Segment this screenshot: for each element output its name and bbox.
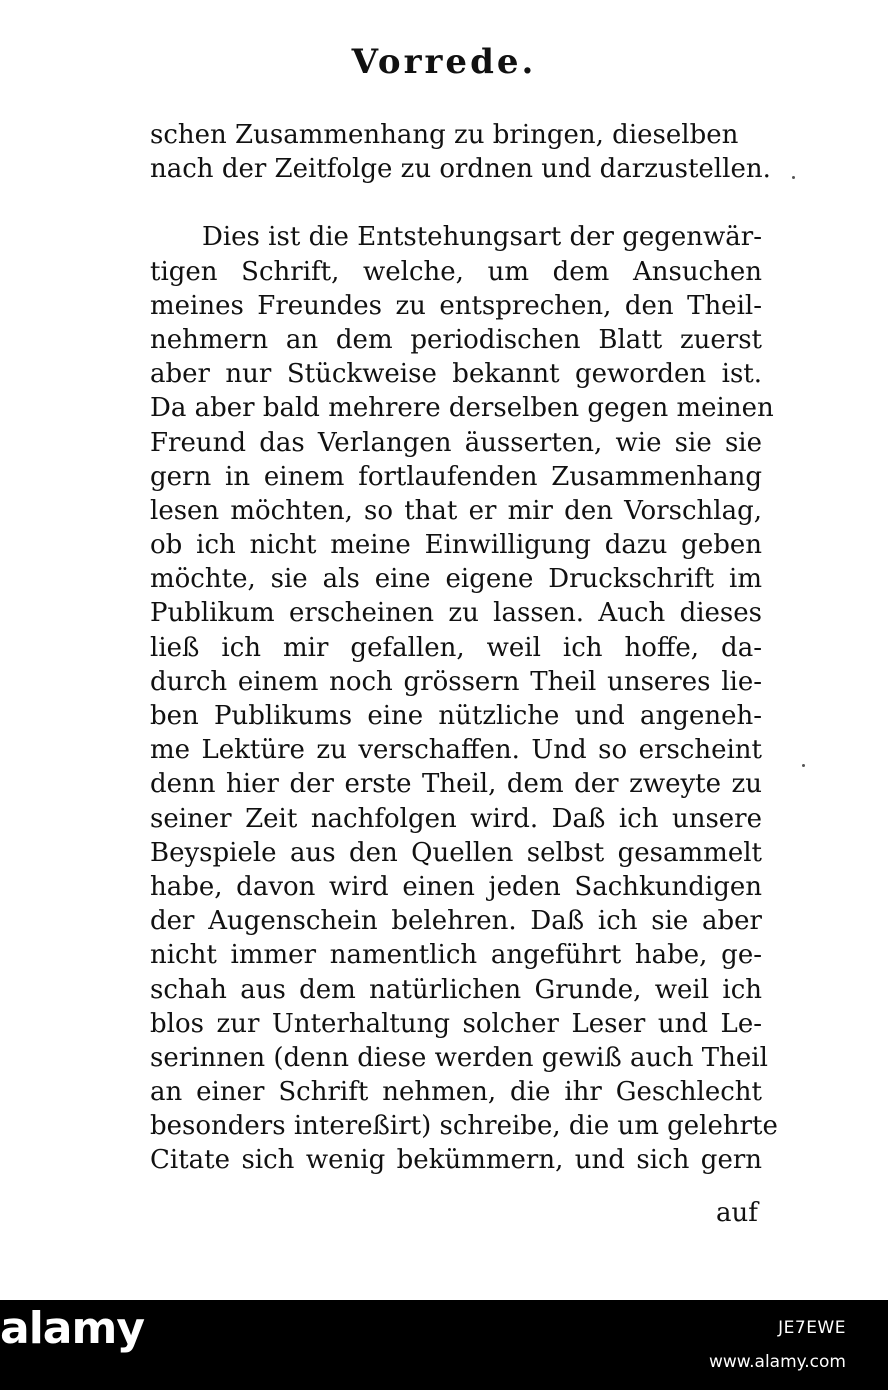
image-id-label: JE7EWE (778, 1318, 846, 1338)
text-line: meines Freundes zu entsprechen, den Theil- (150, 290, 762, 321)
brand-wordmark: alamy (0, 1303, 144, 1354)
text-line: möchte, sie als eine eigene Druckschrift im (150, 564, 762, 595)
text-line: schah aus dem natürlichen Grunde, weil ich (150, 974, 762, 1005)
text-line: lesen möchten, so that er mir den Vorschlag, (150, 495, 762, 526)
text-line: Freund das Verlangen äusserten, wie sie sie (150, 427, 762, 458)
text-line: schen Zusammenhang zu bringen, dieselben (150, 120, 739, 150)
text-line: denn hier der erste Theil, dem der zweyte zu (150, 769, 762, 800)
text-line: nach der Zeitfolge zu ordnen und darzustellen. (150, 154, 771, 185)
text-line: ließ ich mir gefallen, weil ich hoffe, da- (150, 632, 762, 663)
text-line: habe, davon wird einen jeden Sachkundigen (150, 871, 762, 902)
text-line: nehmern an dem periodischen Blatt zuerst (150, 324, 762, 355)
text-line: der Augenschein belehren. Daß ich sie aber (150, 906, 762, 937)
footer-url: www.alamy.com (708, 1352, 846, 1372)
text-line: Beyspiele aus den Quellen selbst gesammelt (150, 837, 762, 868)
text-line: nicht immer namentlich angeführt habe, ge- (150, 940, 762, 971)
text-line: gern in einem fortlaufenden Zusammenhang (150, 461, 762, 492)
ink-speck (792, 176, 795, 179)
text-line: Dies ist die Entstehungsart der gegenwär- (202, 222, 762, 253)
text-line: tigen Schrift, welche, um dem Ansuchen (150, 256, 762, 287)
text-line: blos zur Unterhaltung solcher Leser und Le- (150, 1008, 762, 1039)
ink-speck (802, 764, 805, 767)
text-line: me Lektüre zu verschaffen. Und so erscheint (150, 735, 762, 766)
text-line: ob ich nicht meine Einwilligung dazu geben (150, 530, 762, 561)
page-heading: Vorrede. (351, 42, 537, 82)
body-text (150, 118, 778, 1178)
text-line: Da aber bald mehrere derselben gegen meinen (150, 393, 774, 424)
text-line: besonders intereßirt) schreibe, die um gelehrte (150, 1111, 778, 1142)
text-line: an einer Schrift nehmen, die ihr Geschlecht (150, 1077, 762, 1108)
text-line: durch einem noch grössern Theil unseres lie- (150, 666, 762, 697)
text-line: Publikum erscheinen zu lassen. Auch dieses (150, 598, 762, 629)
alamy-logo (0, 1303, 144, 1354)
text-line: Citate sich wenig bekümmern, und sich gern (150, 1145, 762, 1176)
catchword: auf (716, 1198, 758, 1228)
text-line: aber nur Stückweise bekannt geworden ist. (150, 359, 762, 390)
text-line: serinnen (denn diese werden gewiß auch Theil (150, 1042, 768, 1073)
text-line: seiner Zeit nachfolgen wird. Daß ich unsere (150, 803, 762, 834)
text-line: ben Publikums eine nützliche und angeneh- (150, 701, 762, 731)
